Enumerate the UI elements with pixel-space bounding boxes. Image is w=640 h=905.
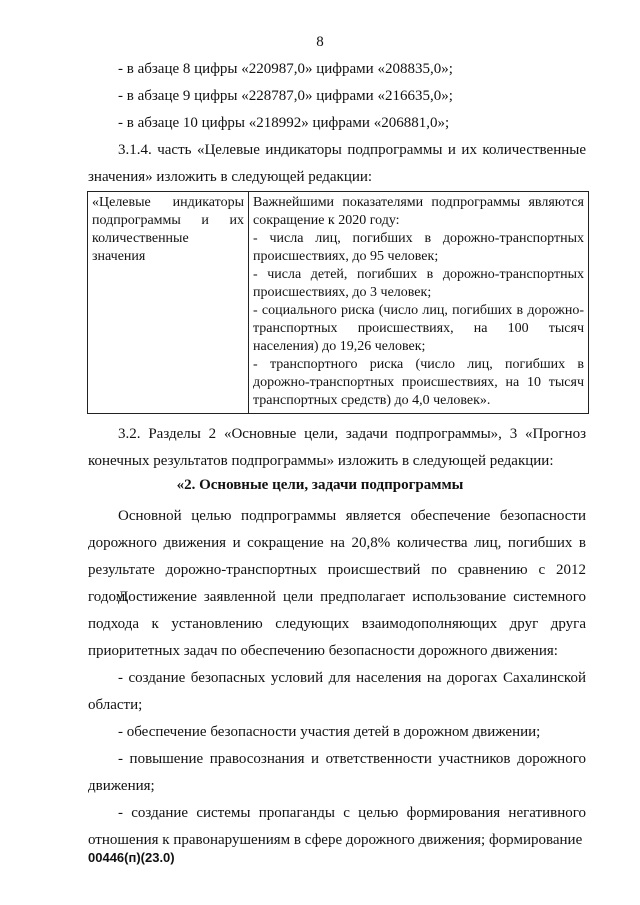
table-line: - социального риска (число лиц, погибших в дорожно-транспортных происшествиях, на 100 тысяч населения) до 19,26 человек; — [253, 303, 584, 354]
table-line: - числа лиц, погибших в дорожно-транспортных происшествиях, до 95 человек; — [253, 231, 584, 264]
paragraph-goal: Основной целью подпрограммы является обеспечение безопасности дорожного движения и сокращение на 20,8% количества лиц, погибших в результате дорожно-транспортных происшествий по сравнению с 2012 годом. — [88, 508, 586, 605]
table-cell-content — [249, 192, 589, 414]
section-heading: «2. Основные цели, задачи подпрограммы — [176, 477, 464, 493]
indicators-table — [87, 191, 589, 414]
table-cell-label: «Целевые индикаторы подпрограммы и их количественные значения — [88, 192, 249, 414]
amendment-item: - в абзаце 8 цифры «220987,0» цифрами «208835,0»; — [118, 61, 453, 77]
task-item: - обеспечение безопасности участия детей в дорожном движении; — [118, 724, 541, 740]
amendment-item: - в абзаце 9 цифры «228787,0» цифрами «216635,0»; — [118, 88, 453, 104]
footer-code: 00446(п)(23.0) — [88, 850, 175, 865]
table-line: - транспортного риска (число лиц, погибших в дорожно-транспортных происшествиях, на 10 тысяч транспортных средств) до 4,0 человек». — [253, 357, 584, 408]
table-line: Важнейшими показателями подпрограммы являются сокращение к 2020 году: — [253, 195, 584, 228]
table-line: - числа детей, погибших в дорожно-транспортных происшествиях, до 3 человек; — [253, 267, 584, 300]
page-number: 8 — [316, 34, 324, 50]
task-item: - создание системы пропаганды с целью формирования негативного отношения к правонарушениям в сфере дорожного движения; формирование — [88, 805, 586, 848]
table-row — [88, 192, 589, 414]
paragraph-3-2: 3.2. Разделы 2 «Основные цели, задачи подпрограммы», 3 «Прогноз конечных результатов подпрограммы» изложить в следующей редакции: — [88, 426, 586, 469]
paragraph-approach: Достижение заявленной цели предполагает использование системного подхода к установлению следующих взаимодополняющих друг друга приоритетных задач по обеспечению безопасности дорожного движения: — [88, 589, 586, 659]
paragraph-3-1-4: 3.1.4. часть «Целевые индикаторы подпрограммы и их количественные значения» изложить в следующей редакции: — [88, 142, 586, 185]
task-item: - создание безопасных условий для населения на дорогах Сахалинской области; — [88, 670, 586, 713]
task-item: - повышение правосознания и ответственности участников дорожного движения; — [88, 751, 586, 794]
amendment-item: - в абзаце 10 цифры «218992» цифрами «206881,0»; — [118, 115, 450, 131]
